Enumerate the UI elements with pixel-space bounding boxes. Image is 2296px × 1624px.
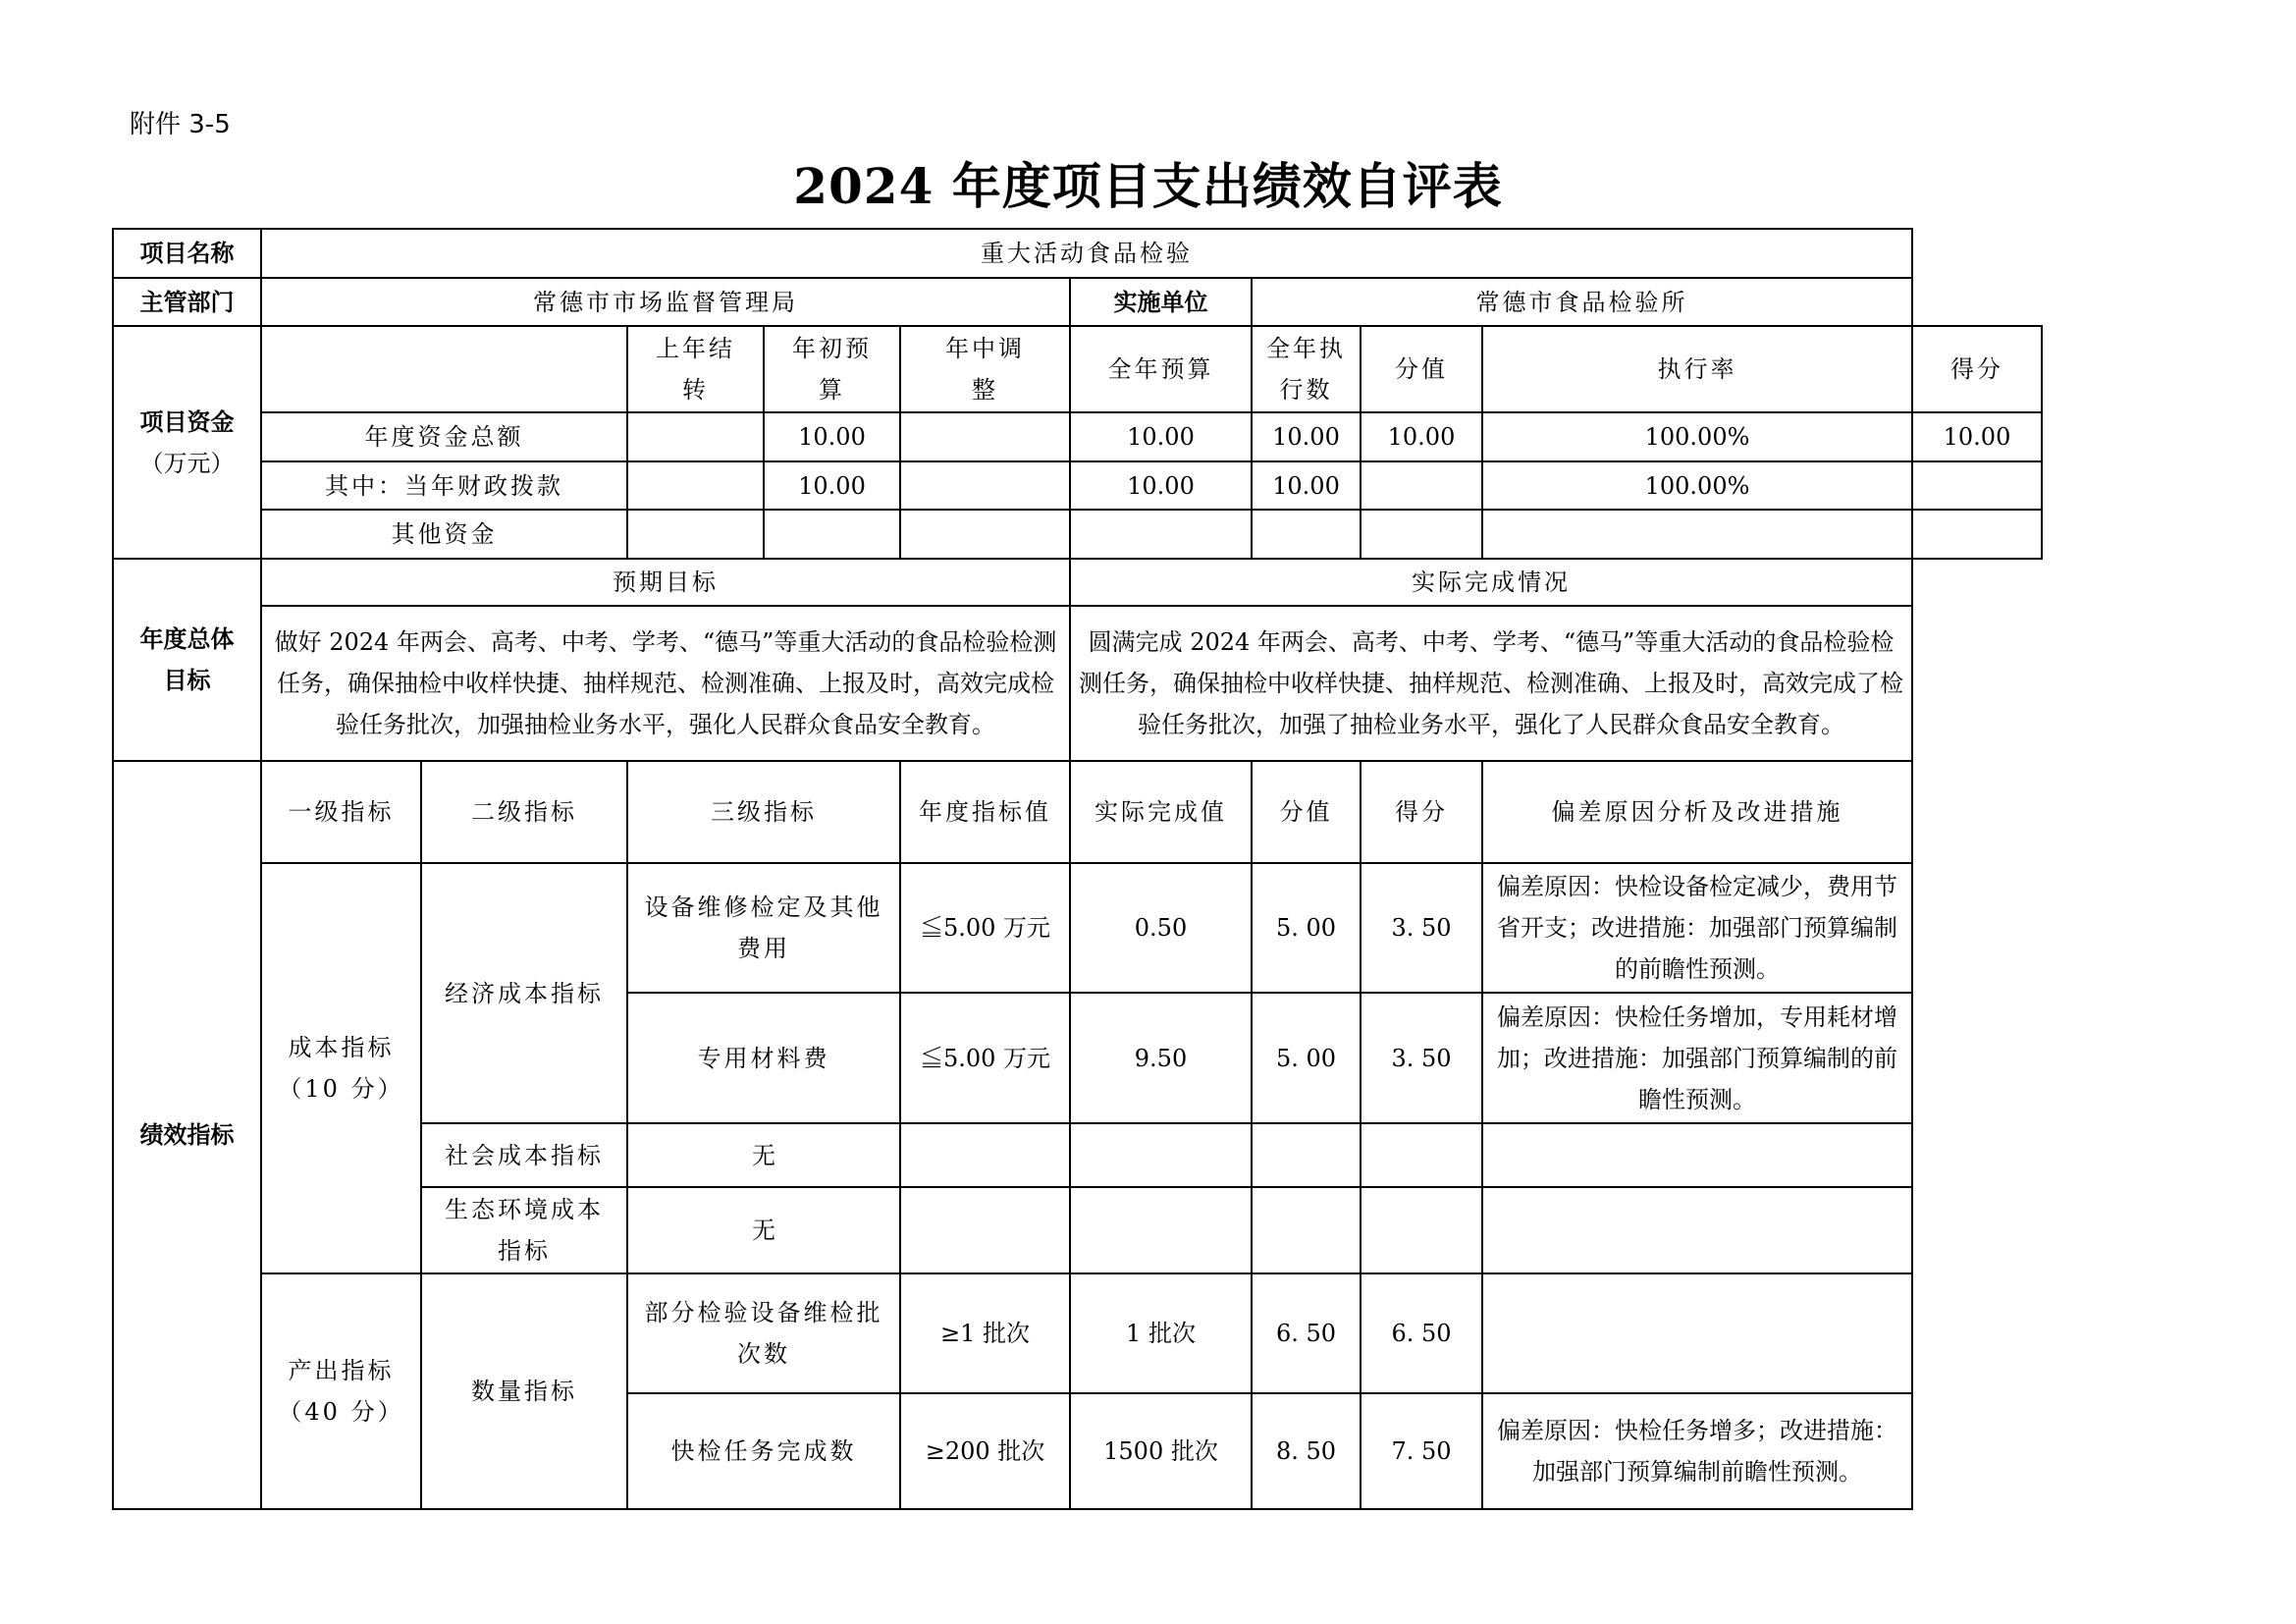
perf-row-reason: 偏差原因：快检任务增多；改进措施：加强部门预算编制前瞻性预测。 [1482,1393,1912,1509]
goals-label-line1: 年度总体 [139,625,235,653]
perf-row-score-value: 5. 00 [1252,863,1361,993]
social-cost-score [1361,1123,1482,1187]
perf-row-score: 6. 50 [1361,1273,1482,1393]
perf-header-target: 年度指标值 [900,761,1070,863]
funds-row-full-budget [1070,510,1252,559]
eco-cost-label-line1: 生态环境成本 [445,1196,604,1223]
perf-label: 绩效指标 [113,761,261,1509]
funds-row-label: 其中：当年财政拨款 [261,461,627,510]
funds-row-rate: 100.00% [1482,461,1912,510]
funds-row [113,461,2042,510]
funds-row-full-budget: 10.00 [1070,461,1252,510]
expected-goal-header: 预期目标 [261,559,1070,606]
perf-header-score-value: 分值 [1252,761,1361,863]
perf-header-actual: 实际完成值 [1070,761,1252,863]
eco-cost-reason [1482,1187,1912,1273]
project-name-label: 项目名称 [113,229,261,278]
funds-header-score: 得分 [1912,326,2042,412]
goals-label-line2: 目标 [163,667,211,694]
social-cost-target [900,1123,1070,1187]
unit-value: 常德市食品检验所 [1252,278,1912,326]
funds-row [113,510,2042,559]
perf-row-score: 7. 50 [1361,1393,1482,1509]
social-cost-value: 无 [627,1123,900,1187]
perf-row-actual: 9.50 [1070,993,1252,1123]
funds-header-rate: 执行率 [1482,326,1912,412]
perf-row-actual: 0.50 [1070,863,1252,993]
funds-row [113,412,2042,461]
goals-label [113,559,261,761]
funds-label-line1: 项目资金 [139,407,235,436]
initial-line1: 年初预 [792,335,872,362]
funds-row-rate [1482,510,1912,559]
social-cost-score-value [1252,1123,1361,1187]
perf-row-level3: 快检任务完成数 [627,1393,900,1509]
social-cost-label: 社会成本指标 [421,1123,627,1187]
funds-row-score: 10.00 [1912,412,2042,461]
funds-row-score-value [1361,510,1482,559]
funds-row-initial: 10.00 [764,412,900,461]
funds-row-label: 年度资金总额 [261,412,627,461]
funds-row-score [1912,510,2042,559]
perf-header-reason: 偏差原因分析及改进措施 [1482,761,1912,863]
funds-row-rate: 100.00% [1482,412,1912,461]
self-evaluation-table [112,228,2043,1510]
output-level1-line1: 产出指标 [288,1357,395,1384]
eco-cost-label [421,1187,627,1273]
actual-goal-header: 实际完成情况 [1070,559,1912,606]
carryover-line2: 转 [682,376,709,404]
perf-row-actual: 1 批次 [1070,1273,1252,1393]
eco-cost-value: 无 [627,1187,900,1273]
funds-row-score-value: 10.00 [1361,412,1482,461]
page-title: 2024 年度项目支出绩效自评表 [793,157,1503,215]
perf-row-score: 3. 50 [1361,863,1482,993]
dept-value: 常德市市场监督管理局 [261,278,1070,326]
perf-row-target: ≦5.00 万元 [900,993,1070,1123]
perf-header-score: 得分 [1361,761,1482,863]
funds-row-adjust [900,412,1070,461]
project-name-value: 重大活动食品检验 [261,229,1912,278]
funds-row-executed: 10.00 [1252,461,1361,510]
funds-row-executed [1252,510,1361,559]
quantity-label: 数量指标 [421,1273,627,1509]
funds-header-score-value: 分值 [1361,326,1482,412]
funds-label-line2: （万元） [139,449,235,477]
social-cost-actual [1070,1123,1252,1187]
carryover-line1: 上年结 [656,335,735,362]
initial-line2: 算 [819,376,845,404]
perf-row-score-value: 8. 50 [1252,1393,1361,1509]
eco-cost-target [900,1187,1070,1273]
perf-row-level3: 专用材料费 [627,993,900,1123]
expected-goal-text: 做好 2024 年两会、高考、中考、学考、“德马”等重大活动的食品检验检测任务，确保抽检中收样快捷、抽样规范、检测准确、上报及时，高效完成检验任务批次，加强抽检业务水平，强化人民群众食品安全教育。 [261,606,1070,761]
funds-header-executed: 全年执行数 [1252,326,1361,412]
funds-row-adjust [900,510,1070,559]
eco-cost-score-value [1252,1187,1361,1273]
funds-row-initial [764,510,900,559]
perf-header-level3: 三级指标 [627,761,900,863]
funds-row-full-budget: 10.00 [1070,412,1252,461]
dept-label: 主管部门 [113,278,261,326]
perf-row-score-value: 6. 50 [1252,1273,1361,1393]
funds-row-score-value [1361,461,1482,510]
perf-row-level3: 部分检验设备维检批次数 [627,1273,900,1393]
eco-cost-actual [1070,1187,1252,1273]
attachment-label: 附件 3-5 [130,110,231,139]
cost-level1-line1: 成本指标 [288,1034,395,1061]
eco-cost-score [1361,1187,1482,1273]
funds-header-adjust [900,326,1070,412]
econ-cost-label: 经济成本指标 [421,863,627,1123]
funds-row-initial: 10.00 [764,461,900,510]
funds-label [113,326,261,559]
perf-row-actual: 1500 批次 [1070,1393,1252,1509]
funds-row-carryover [627,412,764,461]
funds-row-carryover [627,510,764,559]
output-level1-line2: （40 分） [278,1398,404,1426]
cost-level1-line2: （10 分） [278,1075,404,1103]
perf-row-target: ≦5.00 万元 [900,863,1070,993]
funds-header-initial [764,326,900,412]
output-level1 [261,1273,421,1509]
funds-header-full-budget: 全年预算 [1070,326,1252,412]
funds-row-score [1912,461,2042,510]
adjust-line1: 年中调 [945,335,1025,362]
funds-header-blank [261,326,627,412]
perf-row-reason: 偏差原因：快检设备检定减少，费用节省开支；改进措施：加强部门预算编制的前瞻性预测。 [1482,863,1912,993]
funds-header-carryover [627,326,764,412]
perf-row-target: ≥1 批次 [900,1273,1070,1393]
funds-row-carryover [627,461,764,510]
perf-row-target: ≥200 批次 [900,1393,1070,1509]
eco-cost-label-line2: 指标 [498,1237,551,1265]
perf-row [113,1273,2042,1393]
unit-label: 实施单位 [1070,278,1252,326]
perf-row-reason: 偏差原因：快检任务增加，专用耗材增加；改进措施：加强部门预算编制的前瞻性预测。 [1482,993,1912,1123]
perf-row-score: 3. 50 [1361,993,1482,1123]
actual-goal-text: 圆满完成 2024 年两会、高考、中考、学考、“德马”等重大活动的食品检验检测任务，确保抽检中收样快捷、抽样规范、检测准确、上报及时，高效完成了检验任务批次，加强了抽检业务水平，强化了人民群众食品安全教育。 [1070,606,1912,761]
social-cost-reason [1482,1123,1912,1187]
funds-row-label: 其他资金 [261,510,627,559]
adjust-line2: 整 [972,376,998,404]
funds-row-adjust [900,461,1070,510]
cost-level1 [261,863,421,1273]
perf-header-level2: 二级指标 [421,761,627,863]
funds-row-executed: 10.00 [1252,412,1361,461]
perf-row-reason [1482,1273,1912,1393]
perf-row [113,863,2042,993]
perf-row-level3: 设备维修检定及其他费用 [627,863,900,993]
perf-row-score-value: 5. 00 [1252,993,1361,1123]
perf-header-level1: 一级指标 [261,761,421,863]
